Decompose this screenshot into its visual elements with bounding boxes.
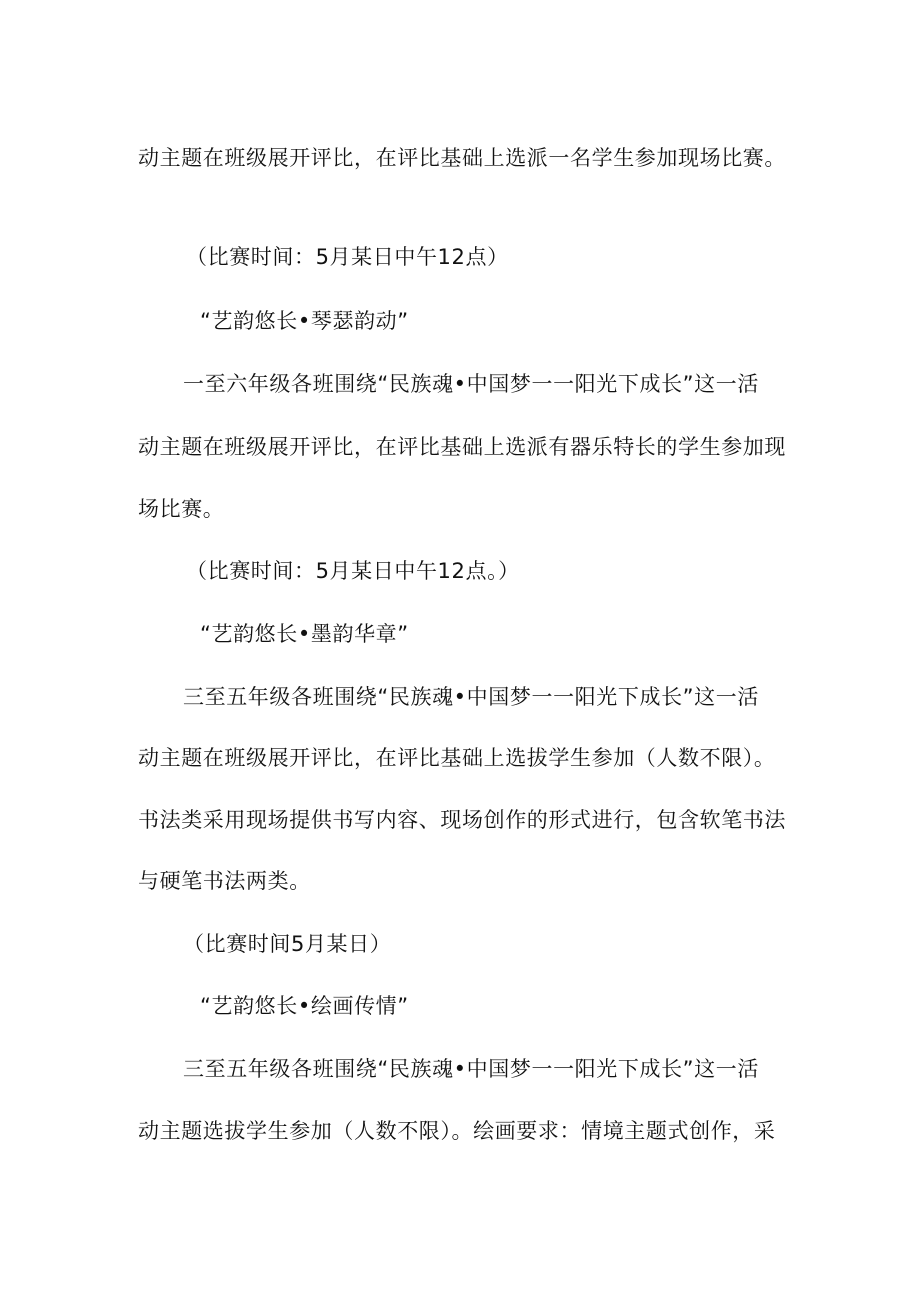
competition-time-note: （比赛时间：5月某日中午12点） — [186, 245, 509, 269]
competition-time-note: （比赛时间：5月某日中午12点。） — [186, 559, 520, 583]
paragraph-line: 书法类采用现场提供书写内容、现场创作的形式进行，包含软笔书法 — [138, 808, 786, 832]
paragraph-line: 三至五年级各班围绕“民族魂•中国梦一一阳光下成长”这一活 — [183, 1057, 759, 1081]
section-title: “艺韵悠长•琴瑟韵动” — [200, 309, 409, 333]
paragraph-line: 动主题选拔学生参加（人数不限）。绘画要求：情境主题式创作，采 — [138, 1119, 776, 1143]
paragraph-line: 动主题在班级展开评比，在评比基础上选拔学生参加（人数不限）。 — [138, 746, 776, 770]
section-title: “艺韵悠长•墨韵华章” — [200, 622, 409, 646]
paragraph-line: 与硬笔书法两类。 — [138, 869, 311, 893]
paragraph-line: 一至六年级各班围绕“民族魂•中国梦一一阳光下成长”这一活 — [183, 372, 759, 396]
competition-time-note: （比赛时间5月某日） — [183, 932, 392, 956]
paragraph-line: 动主题在班级展开评比，在评比基础上选派有器乐特长的学生参加现 — [138, 435, 786, 459]
section-title: “艺韵悠长•绘画传情” — [200, 994, 409, 1018]
paragraph-line: 三至五年级各班围绕“民族魂•中国梦一一阳光下成长”这一活 — [183, 685, 759, 709]
paragraph-line: 场比赛。 — [138, 497, 225, 521]
paragraph-line: 动主题在班级展开评比，在评比基础上选派一名学生参加现场比赛。 — [138, 146, 786, 170]
